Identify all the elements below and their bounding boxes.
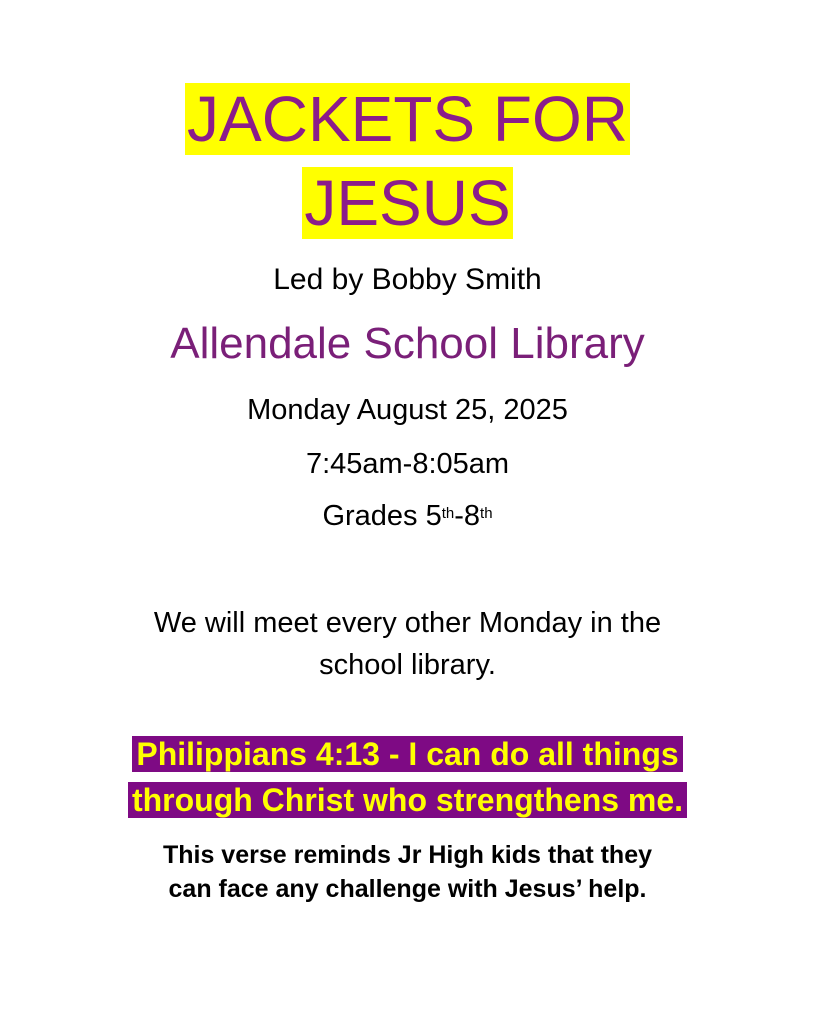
title-line-1 <box>0 82 815 156</box>
verse-line-1 <box>0 734 815 774</box>
note-line-2: can face any challenge with Jesus’ help. <box>168 875 647 903</box>
title-line-2 <box>0 166 815 240</box>
grades-prefix: Grades 5 <box>322 500 442 532</box>
note-line-1: This verse reminds Jr High kids that they <box>162 841 653 869</box>
grades-sup-start: th <box>441 505 455 522</box>
verse-highlight-1: Philippians 4:13 - I can do all things <box>132 736 682 772</box>
schedule-line-2: school library. <box>319 649 496 681</box>
grades-text <box>0 498 815 534</box>
title-highlight-2: JESUS <box>304 167 511 239</box>
time-text: 7:45am-8:05am <box>305 448 510 480</box>
grades-sup-end: th <box>480 505 493 522</box>
venue-text: Allendale School Library <box>170 319 645 368</box>
date-text: Monday August 25, 2025 <box>247 394 568 426</box>
verse-note <box>0 838 815 906</box>
schedule-text <box>0 602 815 686</box>
schedule-line-1: We will meet every other Monday in the <box>153 607 662 639</box>
leader-text: Led by Bobby Smith <box>273 263 542 296</box>
title-highlight-1: JACKETS FOR <box>187 83 628 155</box>
verse-line-2 <box>0 780 815 820</box>
verse-highlight-2: through Christ who strengthens me. <box>128 782 687 818</box>
grades-dash: -8 <box>454 500 481 532</box>
